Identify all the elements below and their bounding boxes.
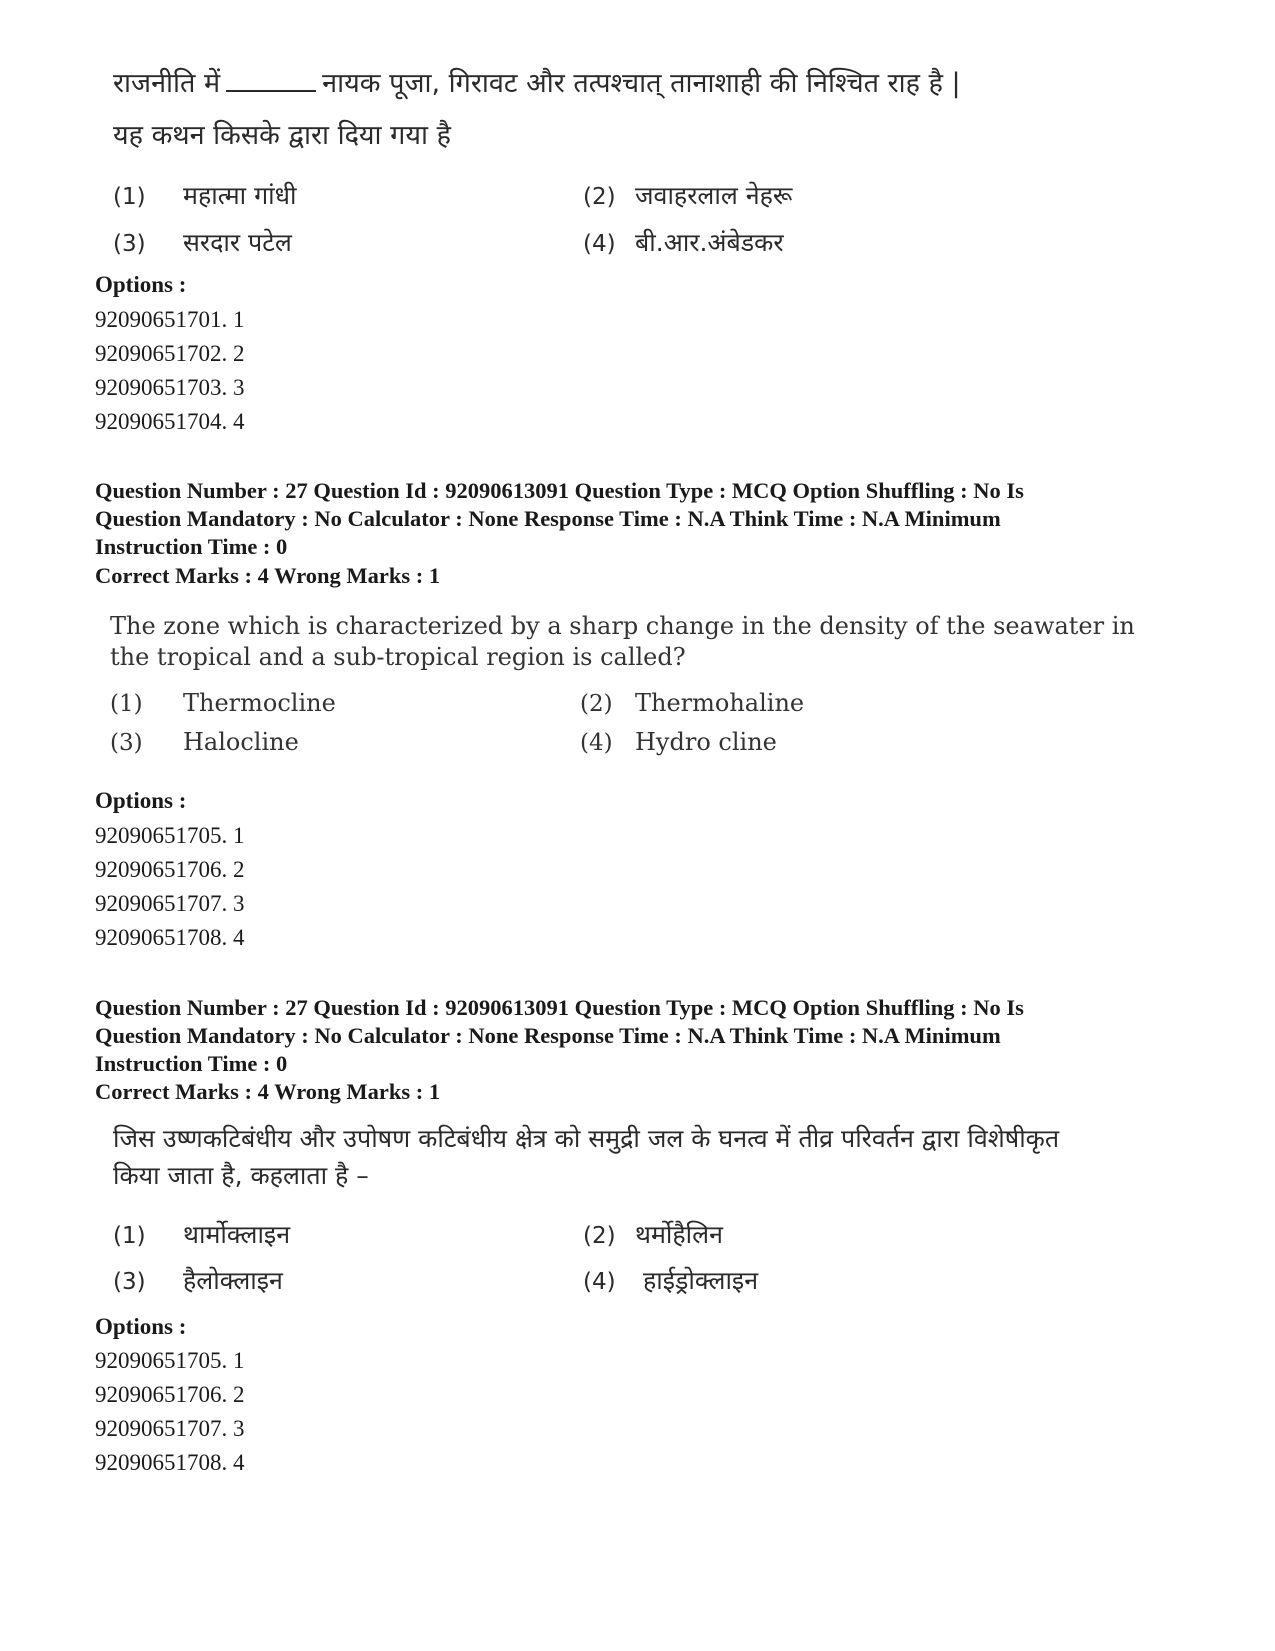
choice-number: (1) <box>113 184 146 210</box>
choice-number: (4) <box>580 730 613 756</box>
option-item: 92090651708. 4 <box>95 1450 245 1475</box>
options-list <box>95 303 245 439</box>
choice-text: Hydro cline <box>635 728 777 756</box>
choice-1 <box>113 1217 290 1251</box>
option-item: 92090651706. 2 <box>95 857 245 882</box>
choice-number: (1) <box>113 1223 146 1249</box>
choice-text: महात्मा गांधी <box>183 181 297 210</box>
choice-text: थर्मोहैलिन <box>635 1220 723 1249</box>
choice-text: Halocline <box>183 728 299 756</box>
option-item: 92090651701. 1 <box>95 307 245 332</box>
options-list <box>95 819 245 955</box>
marks-info: Correct Marks : 4 Wrong Marks : 1 <box>95 1079 441 1104</box>
choice-number: (3) <box>113 231 146 257</box>
choice-text: हैलोक्लाइन <box>183 1266 283 1295</box>
question-metadata <box>95 477 1205 561</box>
choice-1 <box>113 178 297 212</box>
choice-number: (3) <box>110 730 143 756</box>
options-list <box>95 1344 245 1480</box>
choice-2 <box>583 1217 723 1251</box>
question-text-part2: नायक पूजा, गिरावट और तत्पश्चात् तानाशाही की निश्चित राह है | <box>322 68 961 99</box>
choice-text: सरदार पटेल <box>183 228 292 257</box>
question-text-line2: यह कथन किसके द्वारा दिया गया है <box>113 120 451 151</box>
choice-4 <box>583 225 784 259</box>
question-metadata <box>95 994 1205 1078</box>
option-item: 92090651705. 1 <box>95 823 245 848</box>
choice-4 <box>583 1263 758 1297</box>
options-label: Options : <box>95 788 187 813</box>
question-text-line1 <box>113 62 961 106</box>
question-text-line1: The zone which is characterized by a sharp change in the density of the seawater in <box>110 612 1135 640</box>
metadata-line: Question Mandatory : No Calculator : None Response Time : N.A Think Time : N.A Minimum <box>95 506 1001 531</box>
metadata-line: Instruction Time : 0 <box>95 534 288 559</box>
choice-number: (2) <box>583 184 616 210</box>
choice-1 <box>110 689 336 717</box>
options-label: Options : <box>95 272 187 297</box>
choice-text: Thermocline <box>183 689 336 717</box>
choice-text: हाईड्रोक्लाइन <box>643 1266 759 1295</box>
option-item: 92090651707. 3 <box>95 891 245 916</box>
choice-text: Thermohaline <box>635 689 805 717</box>
choice-text: थार्मोक्लाइन <box>183 1220 291 1249</box>
choice-number: (3) <box>113 1269 146 1295</box>
question-text-line2: किया जाता है, कहलाता है – <box>113 1161 369 1190</box>
metadata-line: Question Number : 27 Question Id : 92090613091 Question Type : MCQ Option Shuffling : No Is <box>95 478 1024 503</box>
choice-2 <box>580 689 804 717</box>
choice-number: (4) <box>583 231 616 257</box>
choice-text: बी.आर.अंबेडकर <box>635 228 784 257</box>
choice-3 <box>113 225 292 259</box>
option-item: 92090651705. 1 <box>95 1348 245 1373</box>
choice-number: (2) <box>583 1223 616 1249</box>
choice-number: (4) <box>583 1269 616 1295</box>
question-text-line1: जिस उष्णकटिबंधीय और उपोषण कटिबंधीय क्षेत्र को समुद्री जल के घनत्व में तीव्र परिवर्तन द्वारा विशेषीकृत <box>113 1124 1060 1153</box>
option-item: 92090651708. 4 <box>95 925 245 950</box>
choice-3 <box>110 728 299 756</box>
metadata-line: Question Mandatory : No Calculator : None Response Time : N.A Think Time : N.A Minimum <box>95 1023 1001 1048</box>
option-item: 92090651704. 4 <box>95 409 245 434</box>
option-item: 92090651703. 3 <box>95 375 245 400</box>
choice-3 <box>113 1263 283 1297</box>
choice-4 <box>580 728 777 756</box>
option-item: 92090651702. 2 <box>95 341 245 366</box>
fill-in-blank <box>226 68 316 92</box>
choice-number: (2) <box>580 691 613 717</box>
marks-info: Correct Marks : 4 Wrong Marks : 1 <box>95 563 441 588</box>
options-label: Options : <box>95 1314 187 1339</box>
option-item: 92090651706. 2 <box>95 1382 245 1407</box>
question-text-part1: राजनीति में <box>113 68 221 99</box>
option-item: 92090651707. 3 <box>95 1416 245 1441</box>
question-text-line2: the tropical and a sub-tropical region is called? <box>110 643 686 671</box>
choice-number: (1) <box>110 691 143 717</box>
choice-text: जवाहरलाल नेहरू <box>635 181 793 210</box>
metadata-line: Question Number : 27 Question Id : 92090613091 Question Type : MCQ Option Shuffling : No Is <box>95 995 1024 1020</box>
metadata-line: Instruction Time : 0 <box>95 1051 288 1076</box>
choice-2 <box>583 178 792 212</box>
